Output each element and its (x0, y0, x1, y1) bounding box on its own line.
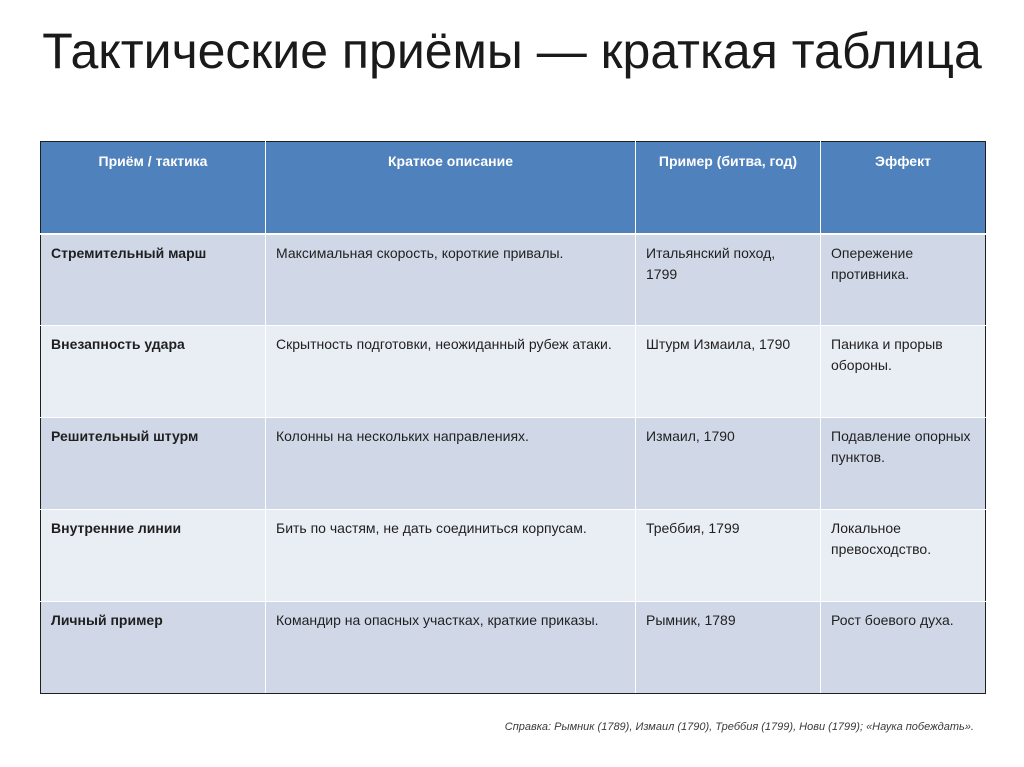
tactics-table-container (40, 141, 985, 694)
description-cell: Максимальная скорость, короткие привалы. (266, 234, 636, 326)
example-cell: Треббия, 1799 (636, 510, 821, 602)
tactic-cell: Решительный штурм (41, 418, 266, 510)
effect-cell: Опережение противника. (821, 234, 986, 326)
tactic-cell: Внутренние линии (41, 510, 266, 602)
table-row (41, 510, 986, 602)
table-row (41, 602, 986, 694)
tactics-table (40, 141, 986, 694)
example-cell: Штурм Измаила, 1790 (636, 326, 821, 418)
tactic-cell: Личный пример (41, 602, 266, 694)
example-cell: Измаил, 1790 (636, 418, 821, 510)
description-cell: Колонны на нескольких направлениях. (266, 418, 636, 510)
header-effect: Эффект (821, 142, 986, 234)
example-cell: Рымник, 1789 (636, 602, 821, 694)
description-cell: Бить по частям, не дать соединиться корпусам. (266, 510, 636, 602)
tactic-cell: Стремительный марш (41, 234, 266, 326)
table-row (41, 418, 986, 510)
tactic-cell: Внезапность удара (41, 326, 266, 418)
description-cell: Скрытность подготовки, неожиданный рубеж атаки. (266, 326, 636, 418)
effect-cell: Паника и прорыв обороны. (821, 326, 986, 418)
example-cell: Итальянский поход, 1799 (636, 234, 821, 326)
table-header-row (41, 142, 986, 234)
table-row (41, 326, 986, 418)
header-example: Пример (битва, год) (636, 142, 821, 234)
effect-cell: Локальное превосходство. (821, 510, 986, 602)
header-tactic: Приём / тактика (41, 142, 266, 234)
header-description: Краткое описание (266, 142, 636, 234)
effect-cell: Рост боевого духа. (821, 602, 986, 694)
effect-cell: Подавление опорных пунктов. (821, 418, 986, 510)
slide-title: Тактические приёмы — краткая таблица (42, 23, 982, 79)
table-row (41, 234, 986, 326)
source-footnote: Справка: Рымник (1789), Измаил (1790), Треббия (1799), Нови (1799); «Наука побеждать». (504, 721, 974, 733)
description-cell: Командир на опасных участках, краткие приказы. (266, 602, 636, 694)
